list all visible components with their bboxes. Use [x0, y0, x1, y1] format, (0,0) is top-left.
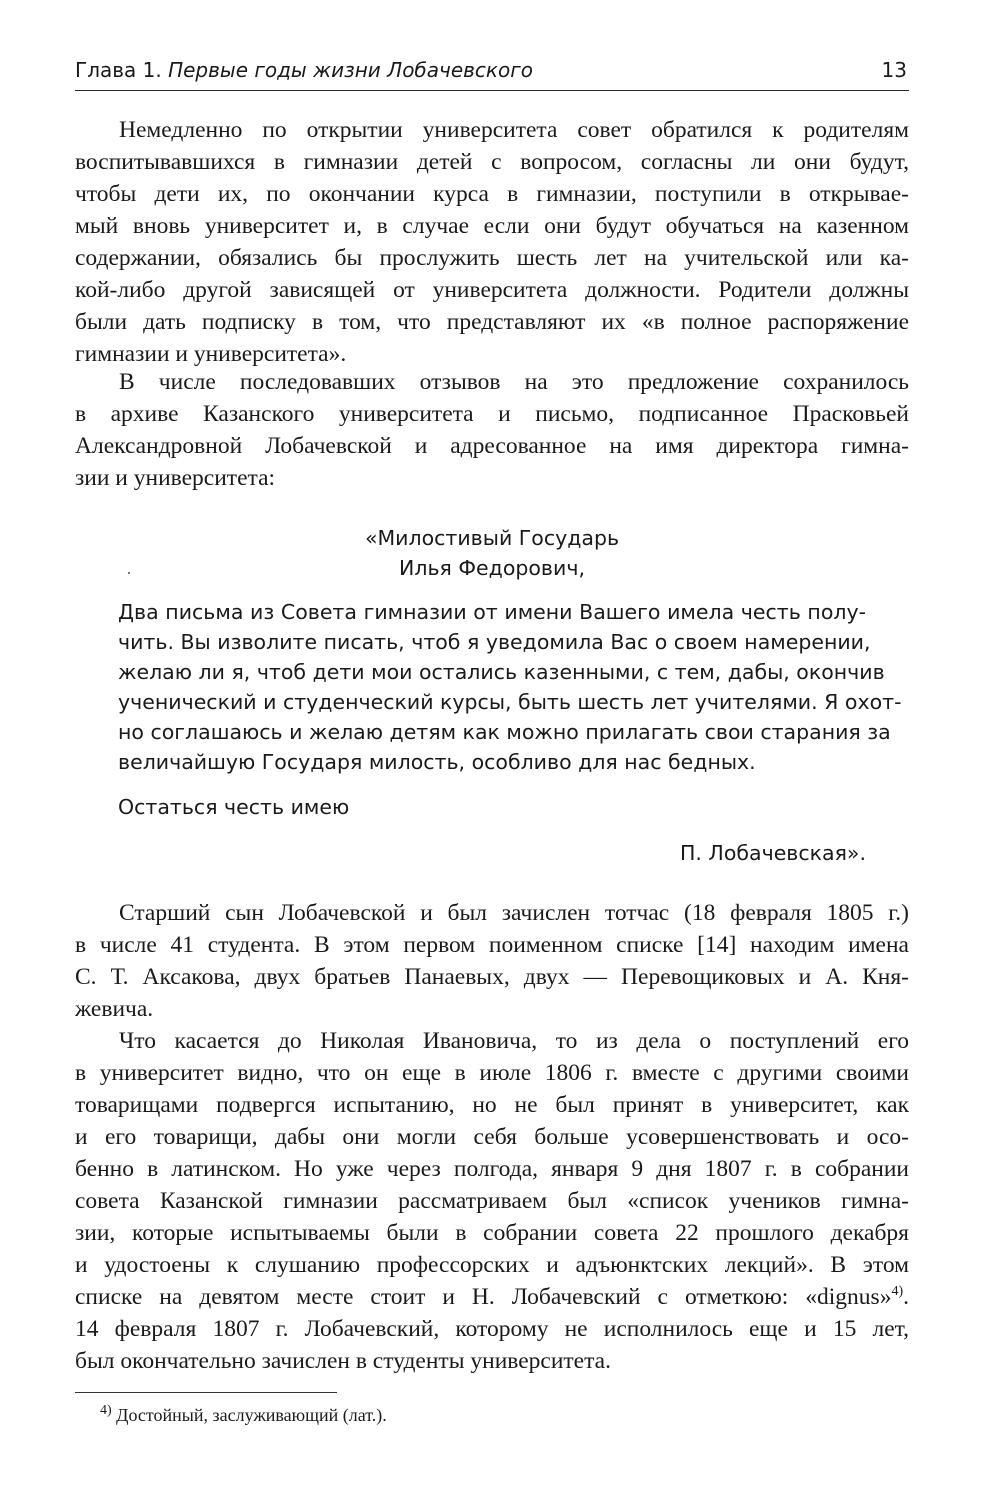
text-line: Что касается до Николая Ивановича, то из дела о поступлений его — [119, 1028, 909, 1054]
text-line: Александровной Лобачевской и адресованное на имя директора гимна- — [75, 433, 909, 459]
letter-line: величайшую Государя милость, особливо для нас бедных. — [118, 750, 756, 774]
footnote-text: Достойный, заслуживающий (лат.). — [116, 1405, 387, 1425]
chapter-number: Глава 1. — [75, 58, 162, 82]
letter-line: ученический и студенческий курсы, быть шесть лет учителями. Я охот- — [118, 690, 902, 714]
text-line: бенно в латинском. Но уже через полгода, января 9 дня 1807 г. в собрании — [75, 1156, 909, 1182]
text-line: в архиве Казанского университета и письмо, подписанное Прасковьей — [75, 401, 909, 427]
letter-line: чить. Вы изволите писать, чтоб я уведомила Вас о своем намерении, — [118, 630, 871, 654]
text-line: товарищами подвергся испытанию, но не был принят в университет, как — [75, 1092, 909, 1118]
running-header — [75, 56, 909, 91]
paragraph-2 — [75, 366, 909, 494]
letter-line: Два письма из Совета гимназии от имени Вашего имела честь полу- — [118, 600, 866, 624]
footnote-marker: 4) — [100, 1403, 112, 1418]
letter-closing: Остаться честь имею — [118, 795, 350, 819]
text-line: зии и университета: — [75, 465, 276, 491]
text-line: Немедленно по открытии университета совет обратился к родителям — [119, 117, 909, 143]
text-line: и удостоены к слушанию профессорских и адъюнктских лекций». В этом — [75, 1252, 909, 1278]
footnote-divider — [75, 1392, 337, 1393]
page-number: 13 — [881, 58, 907, 82]
paragraph-4 — [75, 1025, 909, 1377]
text-line: С. Т. Аксакова, двух братьев Панаевых, двух — Перевощиковых и А. Кня- — [75, 964, 909, 990]
text-line-with-footnote: списке на девятом месте стоит и Н. Лобачевский с отметкою: «dignus»$^{4)}$. — [75, 1284, 909, 1310]
line-text: списке на девятом месте стоит и Н. Лобачевский с отметкою: «dignus» — [75, 1284, 892, 1310]
letter-body — [118, 597, 902, 777]
footnote-reference[interactable]: 4) — [891, 1284, 904, 1300]
text-line: В числе последовавших отзывов на это предложение сохранилось — [119, 369, 909, 395]
text-line: гимназии и университета». — [75, 341, 347, 367]
letter-line: желаю ли я, чтоб дети мои остались казенными, с тем, дабы, окончив — [118, 660, 885, 684]
text-line: чтобы дети их, по окончании курса в гимназии, поступили в открывае- — [75, 181, 909, 207]
text-line: воспитывавшихся в гимназии детей с вопросом, согласны ли они будут, — [75, 149, 909, 175]
text-line: мый вновь университет и, в случае если они будут обучаться на казенном — [75, 213, 909, 239]
text-line: в числе 41 студента. В этом первом поименном списке [14] находим имена — [75, 932, 909, 958]
text-line: кой-либо другой зависящей от университета должности. Родители должны — [75, 277, 909, 303]
letter-signature: П. Лобачевская». — [679, 841, 866, 865]
letter-salutation-1: «Милостивый Государь — [364, 526, 620, 550]
text-line: зии, которые испытываемы были в собрании совета 22 прошлого декабря — [75, 1220, 909, 1246]
letter-line: но соглашаюсь и желаю детям как можно прилагать свои старания за — [118, 720, 891, 744]
paragraph-1 — [75, 114, 909, 370]
paragraph-3 — [75, 897, 909, 1025]
text-line: содержании, обязались бы прослужить шесть лет на учительской или ка- — [75, 245, 909, 271]
speck-mark — [128, 572, 130, 574]
footnote — [100, 1405, 387, 1426]
text-line: в университет видно, что он еще в июле 1806 г. вместе с другими своими — [75, 1060, 909, 1086]
text-line: был окончательно зачислен в студенты университета. — [75, 1348, 611, 1374]
text-line: и его товарищи, дабы они могли себя больше усовершенствовать и осо- — [75, 1124, 909, 1150]
text-line: были дать подписку в том, что представляют их «в полное распоряжение — [75, 309, 909, 335]
text-line: Старший сын Лобачевской и был зачислен тотчас (18 февраля 1805 г.) — [119, 900, 909, 926]
letter-salutation-2: Илья Федорович, — [399, 556, 585, 580]
chapter-title: Первые годы жизни Лобачевского — [168, 58, 533, 82]
text-line: совета Казанской гимназии рассматриваем был «список учеников гимна- — [75, 1188, 909, 1214]
chapter-heading — [75, 58, 533, 82]
text-line: жевича. — [75, 996, 154, 1022]
text-line: 14 февраля 1807 г. Лобачевский, которому не исполнилось еще и 15 лет, — [75, 1316, 909, 1342]
